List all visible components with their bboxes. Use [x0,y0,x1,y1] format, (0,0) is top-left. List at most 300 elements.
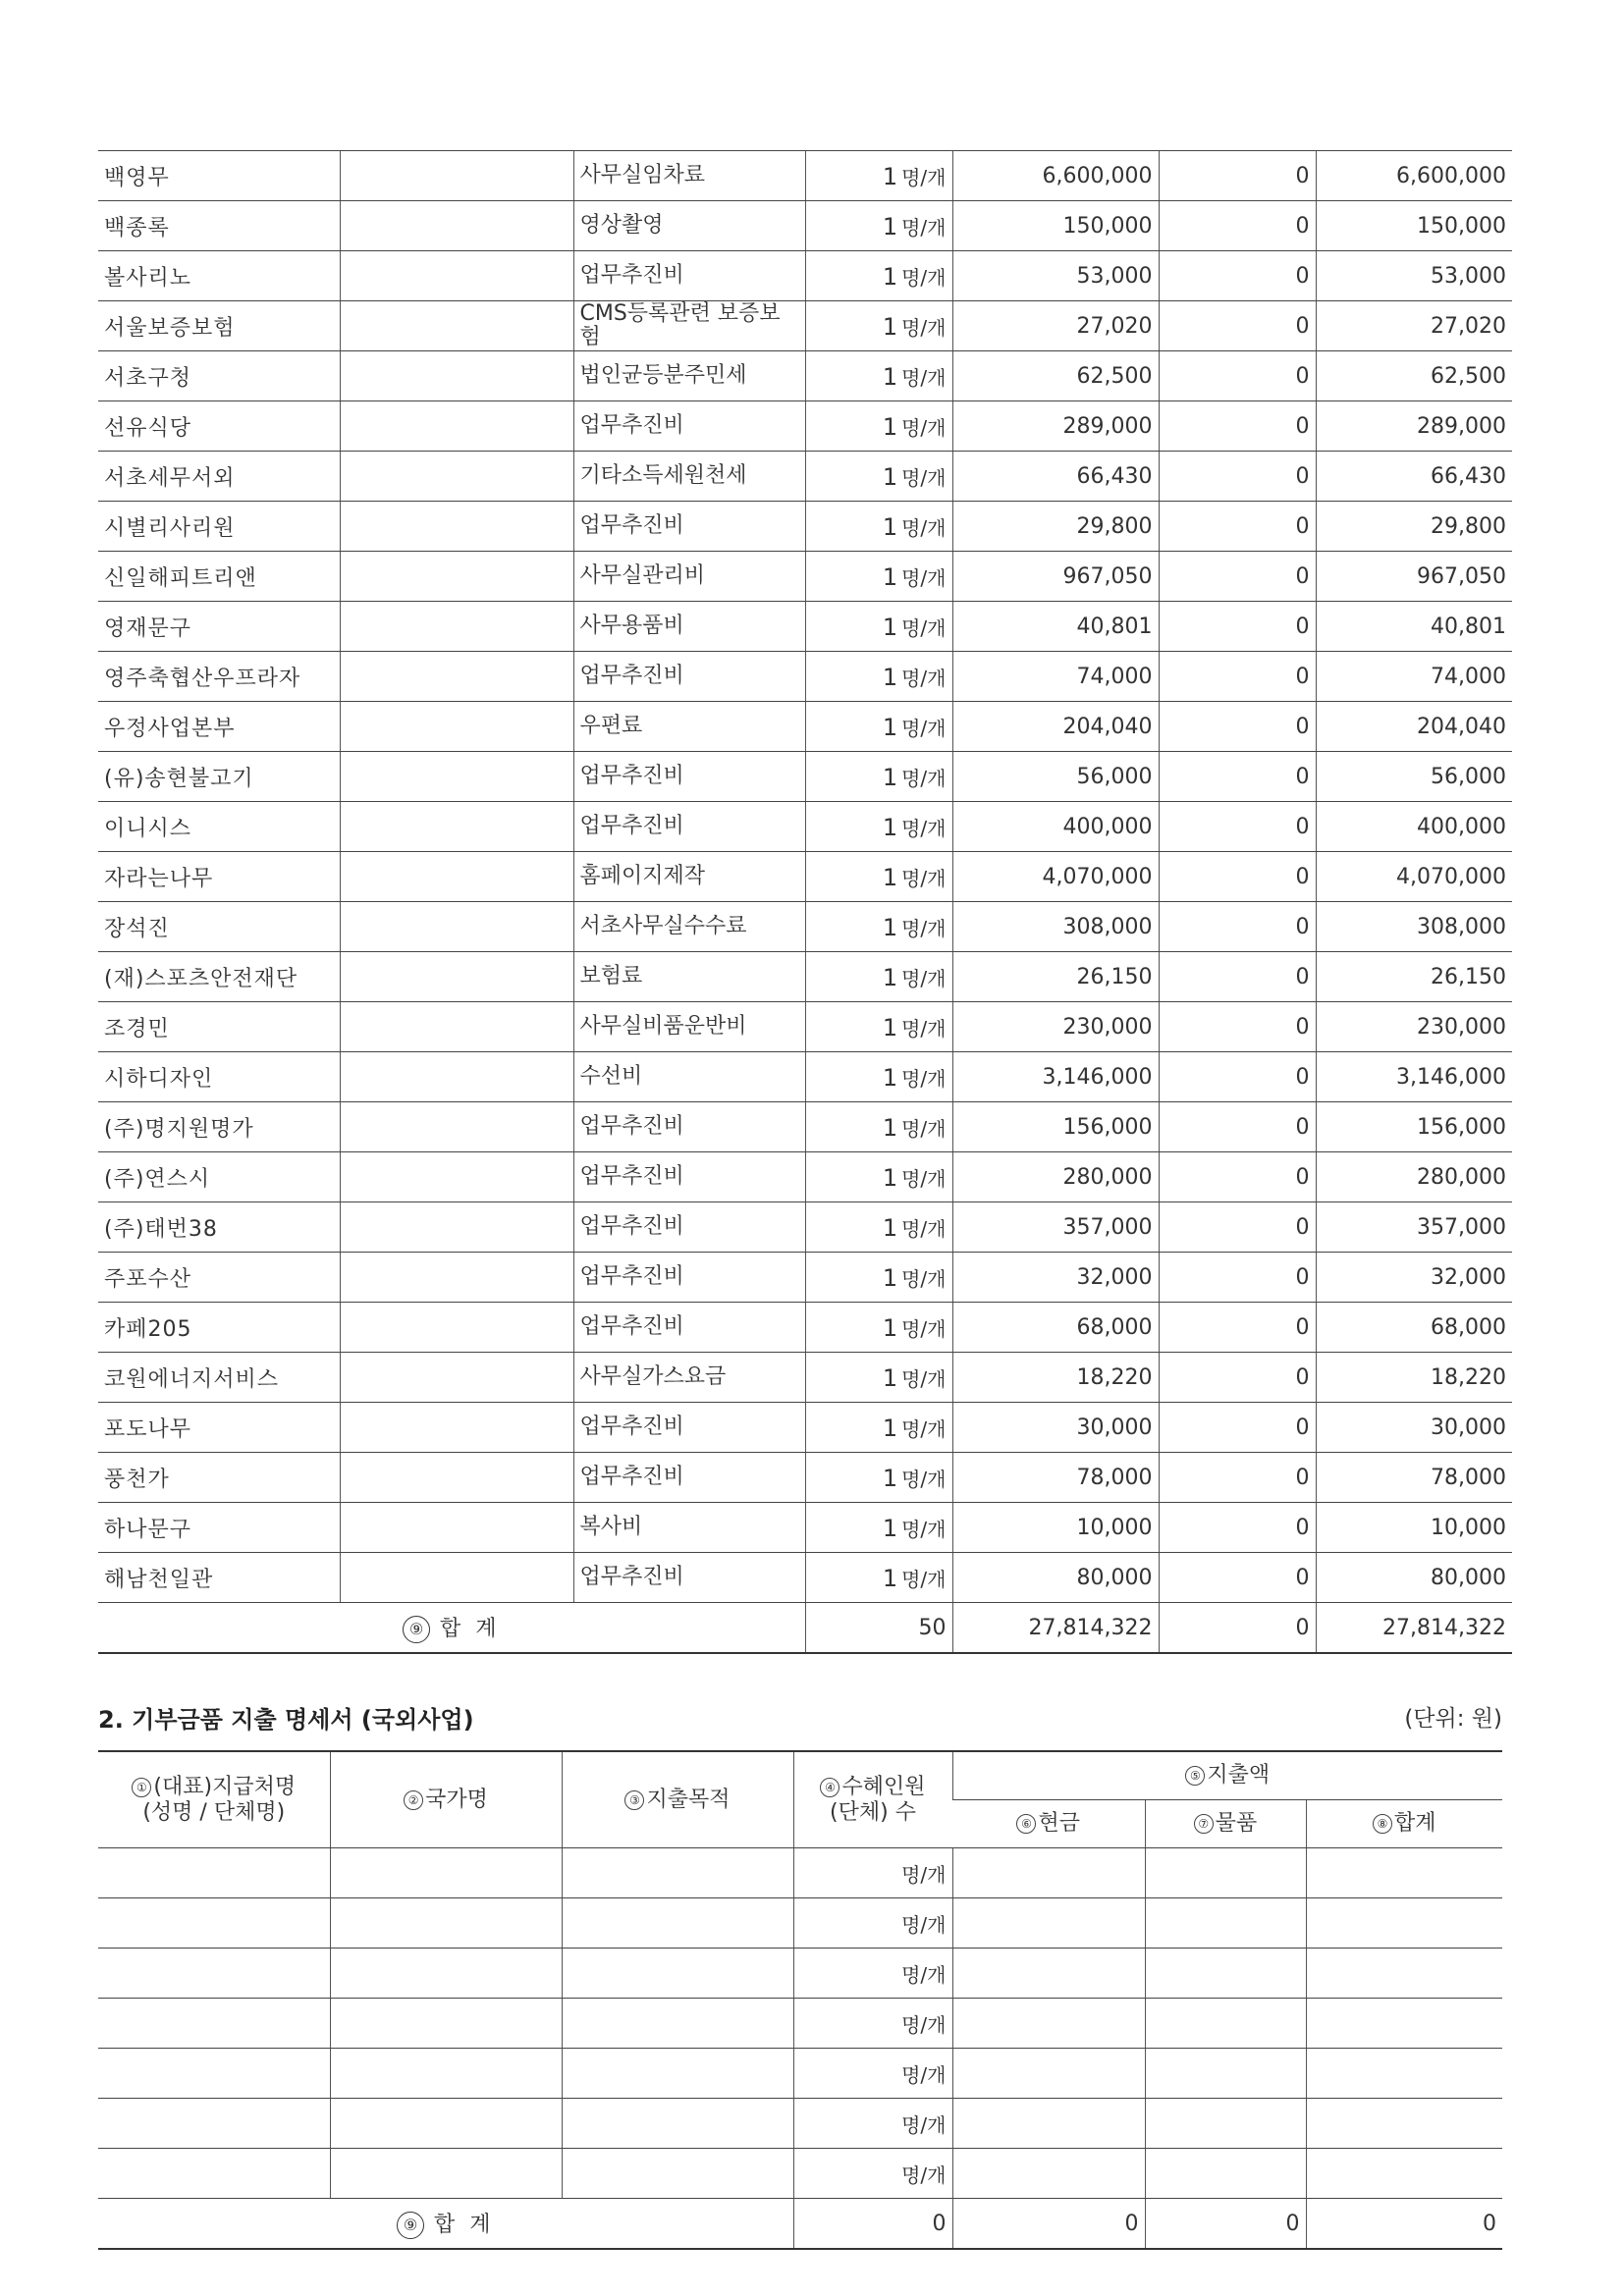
payee-cell: 백영무 [98,151,340,201]
goods-cell: 0 [1159,502,1316,552]
table-row [98,1102,1512,1152]
table-row [98,1403,1512,1453]
purpose-cell: 법인균등분주민세 [573,351,805,401]
count-unit: 명/개 [901,966,947,990]
table-row [98,1303,1512,1353]
purpose-cell: 업무추진비 [573,251,805,301]
payee-cell: (주)명지원명가 [98,1102,340,1152]
total-number-badge: ⑨ [397,2212,424,2239]
goods-cell: 0 [1159,952,1316,1002]
payee-cell: 백종록 [98,201,340,251]
blank-cell [340,1453,573,1503]
blank-cell [340,952,573,1002]
blank-cell [340,752,573,802]
count-cell [805,401,952,452]
expenditure-table-overseas [98,1750,1502,2250]
empty-cell [1306,1949,1502,1999]
count-cell [805,1503,952,1553]
count-cell [805,351,952,401]
blank-cell [340,852,573,902]
total-label-cell [98,1603,805,1654]
count-unit: 명/개 [901,1517,947,1541]
count-unit: 명/개 [901,465,947,490]
total-goods: 0 [1159,1603,1316,1654]
total-cell: 10,000 [1316,1503,1512,1553]
blank-cell [340,902,573,952]
payee-cell: 이니시스 [98,802,340,852]
count-cell [805,602,952,652]
payee-cell: 시별리사리원 [98,502,340,552]
empty-cell [952,2149,1145,2199]
count-cell [805,1553,952,1603]
count-cell [805,1052,952,1102]
empty-cell [562,1848,793,1898]
count-cell [805,702,952,752]
purpose-cell: 업무추진비 [573,502,805,552]
unit-note: (단위: 원) [1404,1706,1502,1732]
cash-cell: 150,000 [952,201,1159,251]
blank-cell [340,1052,573,1102]
count-unit: 명/개 [901,1116,947,1141]
count-unit: 명/개 [901,215,947,240]
total-cell: 66,430 [1316,452,1512,502]
count-cell: 명/개 [793,2099,952,2149]
payee-cell: 서초세무서외 [98,452,340,502]
goods-cell: 0 [1159,452,1316,502]
cash-cell: 400,000 [952,802,1159,852]
payee-cell: 시하디자인 [98,1052,340,1102]
total-cell: 18,220 [1316,1353,1512,1403]
count-unit: 명/개 [901,1366,947,1391]
table-row [98,1553,1512,1603]
purpose-cell: 업무추진비 [573,752,805,802]
goods-cell: 0 [1159,902,1316,952]
count-unit: 명/개 [901,1066,947,1091]
cash-cell: 29,800 [952,502,1159,552]
empty-cell [98,2099,330,2149]
goods-cell: 0 [1159,1303,1316,1353]
total-label-cell [98,2199,793,2250]
blank-cell [340,1353,573,1403]
count-cell: 명/개 [793,1848,952,1898]
payee-cell: 선유식당 [98,401,340,452]
goods-cell: 0 [1159,852,1316,902]
blank-cell [340,1002,573,1052]
count-cell [805,1002,952,1052]
empty-cell [98,1898,330,1949]
header-cash: ⑥ 현금 [952,1800,1145,1848]
payee-cell: 카페205 [98,1303,340,1353]
goods-cell: 0 [1159,201,1316,251]
purpose-cell: 복사비 [573,1503,805,1553]
count-cell: 명/개 [793,2049,952,2099]
payee-cell: (유)송현불고기 [98,752,340,802]
count-unit: 명/개 [901,1216,947,1241]
total-cell: 230,000 [1316,1002,1512,1052]
payee-cell: 서초구청 [98,351,340,401]
payee-cell: (주)연스시 [98,1152,340,1202]
count-value: 1 [882,863,898,891]
purpose-cell: 사무용품비 [573,602,805,652]
purpose-cell: 사무실임차료 [573,151,805,201]
total-cell: 204,040 [1316,702,1512,752]
table-row [98,652,1512,702]
count-value: 1 [882,212,898,240]
count-unit: 명/개 [901,1016,947,1041]
count-unit: 명/개 [901,615,947,640]
blank-cell [340,802,573,852]
empty-cell [1306,1848,1502,1898]
cash-cell: 74,000 [952,652,1159,702]
count-value: 1 [882,1013,898,1041]
count-cell [805,1202,952,1253]
count-unit: 명/개 [901,1166,947,1191]
table-row [98,2149,1502,2199]
total-cell: 30,000 [1316,1403,1512,1453]
goods-cell: 0 [1159,652,1316,702]
count-value: 1 [882,763,898,791]
count-value: 1 [882,1564,898,1592]
empty-cell [1145,2049,1306,2099]
cash-cell: 66,430 [952,452,1159,502]
empty-cell [1145,1949,1306,1999]
count-unit: 명/개 [901,766,947,790]
count-value: 1 [882,913,898,941]
table-row [98,1002,1512,1052]
purpose-cell: 기타소득세원천세 [573,452,805,502]
goods-cell: 0 [1159,1403,1316,1453]
count-cell: 명/개 [793,1949,952,1999]
count-cell [805,1152,952,1202]
cash-cell: 56,000 [952,752,1159,802]
count-unit: 명/개 [901,415,947,440]
total-goods: 0 [1145,2199,1306,2250]
header-count: ④ 수혜인원 (단체) 수 [793,1751,952,1848]
count-value: 1 [882,1464,898,1492]
goods-cell: 0 [1159,1152,1316,1202]
count-unit: 명/개 [901,1567,947,1591]
cash-cell: 80,000 [952,1553,1159,1603]
total-sum: 27,814,322 [1316,1603,1512,1654]
empty-cell [562,2049,793,2099]
table-row [98,902,1512,952]
count-cell [805,1303,952,1353]
empty-cell [1145,1848,1306,1898]
empty-cell [330,2049,562,2099]
purpose-cell: CMS등록관련 보증보험 [573,301,805,351]
count-value: 1 [882,512,898,541]
empty-cell [98,1999,330,2049]
count-cell [805,852,952,902]
table-row [98,151,1512,201]
count-value: 1 [882,813,898,841]
goods-cell: 0 [1159,1453,1316,1503]
payee-cell: 자라는나무 [98,852,340,902]
header-total: ⑧ 합계 [1306,1800,1502,1848]
table-row [98,2049,1502,2099]
purpose-cell: 업무추진비 [573,1253,805,1303]
count-value: 1 [882,1263,898,1292]
count-cell [805,1102,952,1152]
purpose-cell: 사무실비품운반비 [573,1002,805,1052]
total-cash: 27,814,322 [952,1603,1159,1654]
payee-cell: 조경민 [98,1002,340,1052]
blank-cell [340,251,573,301]
total-number-badge: ⑨ [403,1616,430,1643]
empty-cell [330,1848,562,1898]
cash-cell: 156,000 [952,1102,1159,1152]
payee-cell: 주포수산 [98,1253,340,1303]
blank-cell [340,1253,573,1303]
empty-cell [330,1898,562,1949]
table-row [98,1999,1502,2049]
table-row [98,552,1512,602]
total-count: 50 [805,1603,952,1654]
count-cell: 명/개 [793,1898,952,1949]
goods-cell: 0 [1159,1202,1316,1253]
payee-cell: 하나문구 [98,1503,340,1553]
blank-cell [340,351,573,401]
total-cell: 80,000 [1316,1553,1512,1603]
count-cell [805,652,952,702]
table-row [98,1253,1512,1303]
purpose-cell: 우편료 [573,702,805,752]
payee-cell: 영주축협산우프라자 [98,652,340,702]
blank-cell [340,1553,573,1603]
count-cell: 명/개 [793,1999,952,2049]
table-row [98,1848,1502,1898]
total-cell: 74,000 [1316,652,1512,702]
goods-cell: 0 [1159,351,1316,401]
payee-cell: (주)태번38 [98,1202,340,1253]
section-title: 2. 기부금품 지출 명세서 (국외사업) [98,1706,474,1734]
blank-cell [340,401,573,452]
table-row [98,1202,1512,1253]
count-value: 1 [882,1514,898,1542]
payee-cell: 코원에너지서비스 [98,1353,340,1403]
count-cell: 명/개 [793,2149,952,2199]
cash-cell: 10,000 [952,1503,1159,1553]
count-cell [805,151,952,201]
goods-cell: 0 [1159,1353,1316,1403]
count-value: 1 [882,1414,898,1442]
payee-cell: 포도나무 [98,1403,340,1453]
empty-cell [1306,1999,1502,2049]
purpose-cell: 업무추진비 [573,401,805,452]
payee-cell: 신일해피트리앤 [98,552,340,602]
goods-cell: 0 [1159,802,1316,852]
table-row [98,452,1512,502]
total-cell: 56,000 [1316,752,1512,802]
header-purpose: ③ 지출목적 [562,1751,793,1848]
empty-cell [1306,2099,1502,2149]
cash-cell: 27,020 [952,301,1159,351]
goods-cell: 0 [1159,702,1316,752]
empty-cell [1145,2099,1306,2149]
table-row [98,401,1512,452]
total-row [98,1603,1512,1654]
count-unit: 명/개 [901,315,947,340]
count-value: 1 [882,1313,898,1342]
table-row [98,1453,1512,1503]
blank-cell [340,602,573,652]
cash-cell: 357,000 [952,1202,1159,1253]
count-value: 1 [882,613,898,641]
blank-cell [340,502,573,552]
blank-cell [340,702,573,752]
blank-cell [340,1152,573,1202]
purpose-cell: 업무추진비 [573,1403,805,1453]
purpose-cell: 업무추진비 [573,1303,805,1353]
header-country: ② 국가명 [330,1751,562,1848]
count-unit: 명/개 [901,515,947,540]
goods-cell: 0 [1159,251,1316,301]
blank-cell [340,151,573,201]
count-unit: 명/개 [901,1316,947,1341]
count-value: 1 [882,1363,898,1392]
total-cell: 3,146,000 [1316,1052,1512,1102]
total-label: 합 계 [434,2213,495,2237]
cash-cell: 68,000 [952,1303,1159,1353]
total-cell: 150,000 [1316,201,1512,251]
goods-cell: 0 [1159,1002,1316,1052]
total-cell: 4,070,000 [1316,852,1512,902]
purpose-cell: 업무추진비 [573,652,805,702]
table-row [98,1898,1502,1949]
goods-cell: 0 [1159,401,1316,452]
count-value: 1 [882,713,898,741]
empty-cell [952,1898,1145,1949]
total-label: 합 계 [440,1617,501,1641]
cash-cell: 18,220 [952,1353,1159,1403]
count-cell [805,1403,952,1453]
purpose-cell: 서초사무실수수료 [573,902,805,952]
blank-cell [340,1503,573,1553]
purpose-cell: 업무추진비 [573,802,805,852]
empty-cell [952,2049,1145,2099]
empty-cell [98,2149,330,2199]
table-row [98,251,1512,301]
total-cell: 6,600,000 [1316,151,1512,201]
cash-cell: 4,070,000 [952,852,1159,902]
purpose-cell: 수선비 [573,1052,805,1102]
empty-cell [330,2149,562,2199]
purpose-cell: 영상촬영 [573,201,805,251]
goods-cell: 0 [1159,1102,1316,1152]
count-value: 1 [882,312,898,341]
purpose-cell: 업무추진비 [573,1553,805,1603]
empty-cell [562,2099,793,2149]
purpose-cell: 보험료 [573,952,805,1002]
cash-cell: 280,000 [952,1152,1159,1202]
cash-cell: 204,040 [952,702,1159,752]
count-cell [805,1453,952,1503]
goods-cell: 0 [1159,151,1316,201]
payee-cell: 우정사업본부 [98,702,340,752]
total-cell: 68,000 [1316,1303,1512,1353]
total-cell: 156,000 [1316,1102,1512,1152]
table-row [98,1503,1512,1553]
empty-cell [330,1999,562,2049]
count-cell [805,301,952,351]
count-unit: 명/개 [901,565,947,590]
purpose-cell: 홈페이지제작 [573,852,805,902]
count-value: 1 [882,562,898,591]
table-row [98,1152,1512,1202]
total-cell: 280,000 [1316,1152,1512,1202]
count-cell [805,1353,952,1403]
payee-cell: 볼사리노 [98,251,340,301]
count-cell [805,502,952,552]
blank-cell [340,201,573,251]
empty-cell [562,1999,793,2049]
table-row [98,1353,1512,1403]
empty-cell [98,1848,330,1898]
table-row [98,301,1512,351]
purpose-cell: 사무실관리비 [573,552,805,602]
total-cell: 357,000 [1316,1202,1512,1253]
payee-cell: 풍천가 [98,1453,340,1503]
empty-cell [1306,2149,1502,2199]
cash-cell: 78,000 [952,1453,1159,1503]
cash-cell: 53,000 [952,251,1159,301]
cash-cell: 308,000 [952,902,1159,952]
empty-cell [952,2099,1145,2149]
purpose-cell: 사무실가스요금 [573,1353,805,1403]
count-value: 1 [882,362,898,391]
cash-cell: 40,801 [952,602,1159,652]
empty-cell [1306,2049,1502,2099]
header-row [98,1751,1502,1800]
count-value: 1 [882,663,898,691]
total-cell: 967,050 [1316,552,1512,602]
count-unit: 명/개 [901,1467,947,1491]
count-cell [805,802,952,852]
count-cell [805,201,952,251]
table-row [98,1949,1502,1999]
cash-cell: 289,000 [952,401,1159,452]
count-value: 1 [882,162,898,190]
total-cell: 40,801 [1316,602,1512,652]
empty-cell [330,2099,562,2149]
empty-cell [330,1949,562,1999]
empty-cell [1306,1898,1502,1949]
empty-cell [1145,2149,1306,2199]
total-cell: 27,020 [1316,301,1512,351]
empty-cell [98,1949,330,1999]
blank-cell [340,1202,573,1253]
total-cash: 0 [952,2199,1145,2250]
table-row [98,602,1512,652]
payee-cell: 장석진 [98,902,340,952]
goods-cell: 0 [1159,552,1316,602]
count-cell [805,251,952,301]
table-row [98,351,1512,401]
purpose-cell: 업무추진비 [573,1202,805,1253]
payee-cell: 해남천일관 [98,1553,340,1603]
empty-cell [562,1949,793,1999]
cash-cell: 3,146,000 [952,1052,1159,1102]
count-unit: 명/개 [901,866,947,890]
count-unit: 명/개 [901,716,947,740]
blank-cell [340,1102,573,1152]
count-value: 1 [882,1163,898,1192]
total-cell: 308,000 [1316,902,1512,952]
count-cell [805,552,952,602]
count-value: 1 [882,963,898,991]
blank-cell [340,652,573,702]
table-row [98,702,1512,752]
